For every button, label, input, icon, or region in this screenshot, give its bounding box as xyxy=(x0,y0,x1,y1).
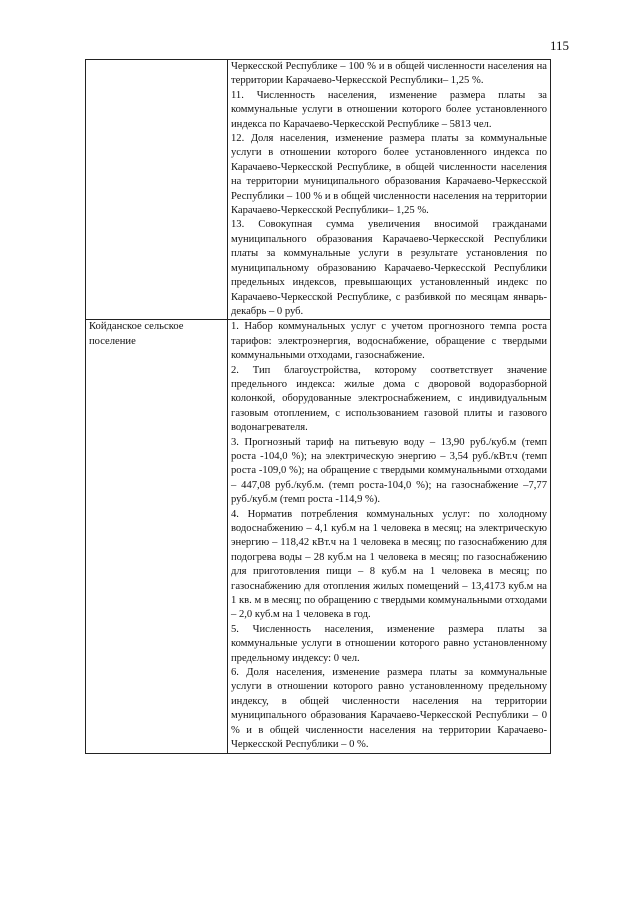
municipality-cell xyxy=(86,60,228,320)
page-number: 115 xyxy=(550,38,570,53)
paragraph: 11. Численность населения, изменение размера платы за коммунальные услуги в отношении которого более установленного индекса по Карачаево-Черкесской Республике – 5813 чел. xyxy=(231,89,547,130)
paragraph: Черкесской Республике – 100 % и в общей численности населения на территории Карачаево-Черкесской Республики– 1,25 %. xyxy=(231,61,547,87)
table-row xyxy=(86,60,551,320)
paragraph: 13. Совокупная сумма увеличения вносимой гражданами муниципального образования Карачаево-Черкесской Республики платы за коммунальные услуги в результате установления по муниципальному образованию Карачаево-Черкесской Республики предельных индексов, превышающих установленный индекс по Карачаево-Черкесской Республике, с разбивкой по месяцам январь-декабрь – 0 руб. xyxy=(231,219,547,317)
paragraph: 5. Численность населения, изменение размера платы за коммунальные услуги в отношении которого равно установленному предельному индексу: 0 чел. xyxy=(231,623,547,664)
paragraph: 6. Доля населения, изменение размера платы за коммунальные услуги в отношении которого равно установленному предельному индексу, в общей численности населения на территории муниципального образования Карачаево-Черкесской Республики – 0 % и в общей численности населения на территории Карачаево-Черкесской Республики – 0 %. xyxy=(231,667,547,751)
paragraph: 12. Доля населения, изменение размера платы за коммунальные услуги в отношении которого более установленного индекса по Карачаево-Черкесской Республике, в общей численности населения на территории муниципального образования Карачаево-Черкесской Республики – 100 % и в общей численности населения на территории Карачаево-Черкесской Республики– 1,25 %. xyxy=(231,133,547,217)
paragraph: 2. Тип благоустройства, которому соответствует значение предельного индекса: жилые дома с дворовой водоразборной колонкой, оборудованные электроснабжением, с индивидуальным газовым отоплением, с использованием газовой плиты и газового водонагревателя. xyxy=(231,364,547,434)
details-cell xyxy=(228,320,551,753)
paragraph: 3. Прогнозный тариф на питьевую воду – 13,90 руб./куб.м (темп роста -104,0 %); на электрическую энергию – 3,54 руб./кВт.ч (темп роста -109,0 %); на обращение с твердыми коммунальными отходами – 447,08 руб./куб.м. (темп роста-104,0 %); на газоснабжение –7,77 руб./куб.м (темп роста -114,9 %). xyxy=(231,436,547,506)
municipality-cell: Койданское сельское поселение xyxy=(86,320,228,753)
indices-table xyxy=(85,59,551,754)
paragraph: 1. Набор коммунальных услуг с учетом прогнозного темпа роста тарифов: электроэнергия, водоснабжение, обращение с твердыми коммунальными отходами, газоснабжение. xyxy=(231,321,547,362)
details-cell xyxy=(228,60,551,320)
paragraph: 4. Норматив потребления коммунальных услуг: по холодному водоснабжению – 4,1 куб.м на 1 человека в месяц; на электрическую энергию – 118,42 кВт.ч на 1 человека в месяц; по газоснабжению для подогрева воды – 28 куб.м на 1 человека в месяц; по газоснабжению для приготовления пищи – 8 куб.м на 1 человека в месяц; по газоснабжению для отопления жилых помещений – 13,4173 куб.м на 1 кв. м в месяц; по обращению с твердыми коммунальными отходами – 2,0 куб.м на 1 человека в год. xyxy=(231,508,547,621)
table-row xyxy=(86,320,551,753)
